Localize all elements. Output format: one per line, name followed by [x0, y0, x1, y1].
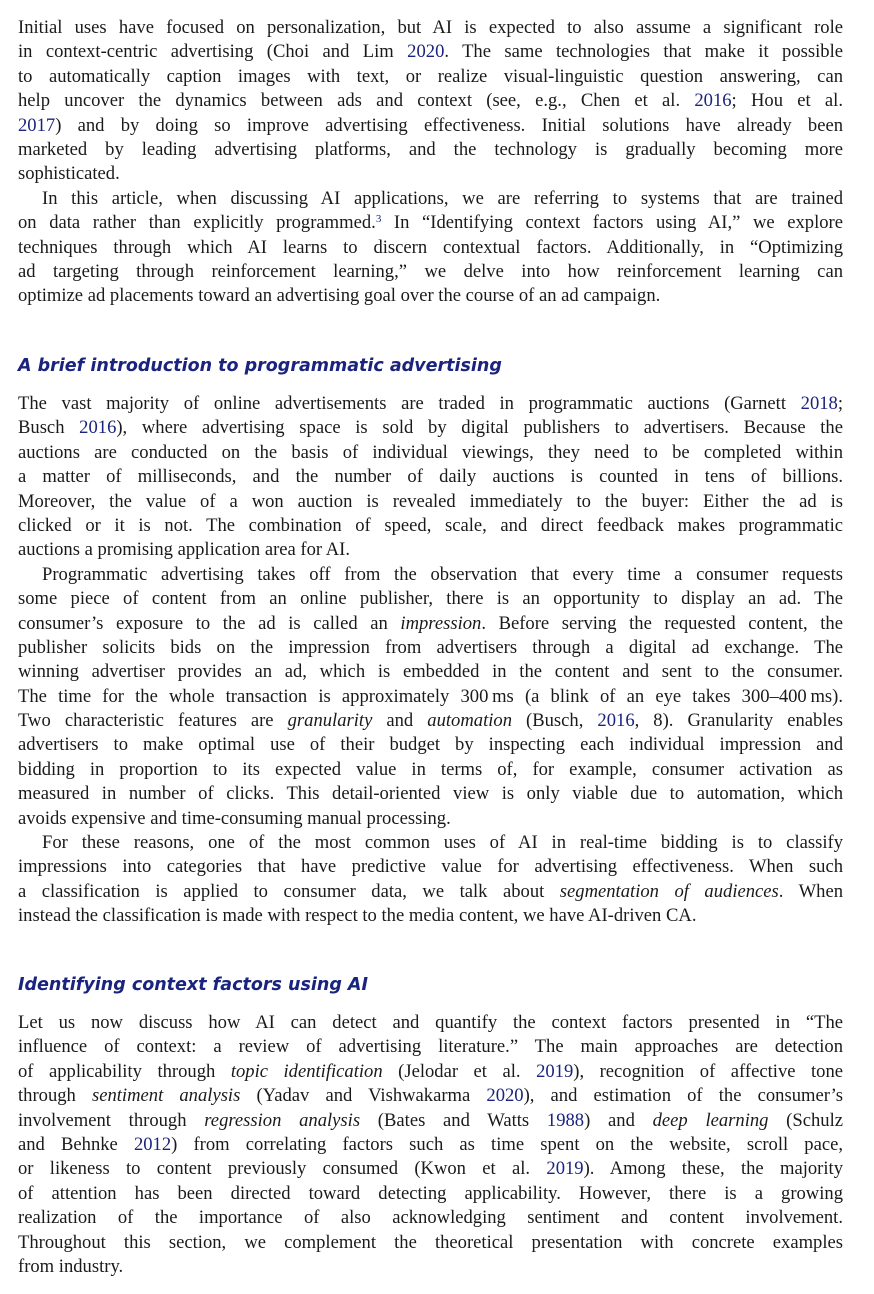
body-text: impressions into categories that have predictive value for advertising effectiveness. When such [18, 856, 843, 878]
body-text: Moreover, the value of a won auction is revealed immediately to the buyer: Either the ad is [18, 490, 843, 512]
citation-link[interactable]: 2016 [597, 710, 635, 732]
citation-link[interactable]: 2018 [800, 393, 838, 414]
body-text: ) and by doing so improve advertising effectiveness. Initial solutions have already been [55, 114, 843, 136]
body-text: or likeness to content previously consumed (Kwon et al. [18, 1158, 547, 1180]
body-text: auctions are conducted on the basis of individual viewings, they need to be completed within [18, 441, 843, 463]
text-line [18, 709, 843, 733]
body-text: realization of the importance of also acknowledging sentiment and content involvement. [18, 1207, 843, 1229]
citation-link[interactable]: 2016 [79, 417, 117, 439]
body-text: In this article, when discussing AI applications, we are referring to systems that are trained [42, 187, 843, 209]
text-line [18, 236, 843, 260]
body-text: instead the classification is made with respect to the media content, we have AI-driven CA. [18, 905, 697, 927]
body-text: . When [778, 880, 843, 902]
body-text: clicked or it is not. The combination of speed, scale, and direct feedback makes programmatic [18, 514, 843, 536]
section-heading: A brief introduction to programmatic advertising [18, 356, 502, 376]
emphasis-text: automation [427, 710, 512, 732]
text-line [18, 465, 843, 489]
text-line [18, 392, 843, 416]
body-text: Busch [18, 417, 80, 439]
body-text: (Busch, [512, 710, 598, 732]
text-line [18, 284, 843, 308]
body-text: and Behnke [18, 1133, 134, 1155]
text-line [18, 880, 843, 904]
citation-link[interactable]: 2012 [133, 1133, 172, 1155]
paragraph [18, 16, 843, 187]
text-line [18, 563, 843, 587]
body-text: The time for the whole transaction is approximately 300 ms (a blink of an eye takes 300–400 ms). [18, 685, 843, 707]
body-text: ; Hou et al. [731, 90, 843, 112]
body-text: winning advertiser provides an ad, which is embedded in the content and sent to the consumer. [18, 661, 843, 683]
body-text: sophisticated. [18, 163, 120, 185]
section-identifying-context [18, 1011, 843, 1279]
citation-link[interactable]: 2016 [694, 90, 732, 112]
text-line [18, 490, 843, 514]
text-line [18, 441, 843, 465]
emphasis-text: regression analysis [204, 1109, 361, 1131]
text-line [18, 660, 843, 684]
citation-link[interactable]: 2020 [407, 41, 445, 63]
emphasis-text: deep learning [652, 1109, 769, 1131]
text-line [18, 685, 843, 709]
text-line [18, 260, 843, 284]
body-text: ). Among these, the majority [583, 1158, 843, 1180]
text-line [18, 65, 843, 89]
text-line [18, 538, 843, 562]
body-text: some piece of content from an online publisher, there is an opportunity to display an ad. The [18, 588, 843, 610]
body-text: (Jelodar et al. [382, 1060, 537, 1082]
paragraph [18, 1011, 843, 1279]
text-line [18, 138, 843, 162]
body-text: Let us now discuss how AI can detect and quantify the context factors presented in “The [18, 1012, 843, 1033]
body-text: techniques through which AI learns to discern contextual factors. Additionally, in “Optimizing [18, 236, 843, 258]
text-line [18, 89, 843, 113]
citation-link[interactable]: 2020 [486, 1085, 524, 1107]
body-text: Two characteristic features are [18, 710, 288, 732]
text-line [18, 416, 843, 440]
text-line [18, 114, 843, 138]
body-text: auctions a promising application area for AI. [18, 539, 350, 561]
body-text: advertisers to make optimal use of their budget by inspecting each individual impression and [18, 734, 843, 756]
text-line [18, 1182, 843, 1206]
section-programmatic-advertising [18, 392, 843, 929]
text-line [18, 1157, 843, 1181]
body-text: bidding in proportion to its expected value in terms of, for example, consumer activation as [18, 758, 843, 780]
body-text: (Bates and Watts [360, 1109, 547, 1131]
body-text: . Before serving the requested content, the [481, 612, 843, 634]
emphasis-text: topic identification [230, 1060, 383, 1082]
body-text: a classification is applied to consumer data, we talk about [18, 880, 560, 902]
emphasis-text: segmentation of audiences [559, 880, 779, 902]
body-text: avoids expensive and time-consuming manual processing. [18, 807, 451, 829]
body-text: ad targeting through reinforcement learning,” we delve into how reinforcement learning can [18, 260, 843, 282]
text-line [18, 1255, 843, 1279]
text-line [18, 1084, 843, 1108]
text-line [18, 855, 843, 879]
text-line [18, 1060, 843, 1084]
text-line [18, 162, 843, 186]
body-text: help uncover the dynamics between ads and context (see, e.g., Chen et al. [18, 90, 695, 112]
body-text: of applicability through [18, 1060, 231, 1082]
text-line [18, 904, 843, 928]
body-text: (Yadav and Vishwakarma [240, 1085, 487, 1107]
body-text: Throughout this section, we complement the theoretical presentation with concrete examples [18, 1231, 843, 1253]
body-text: and [372, 710, 428, 732]
text-line [18, 612, 843, 636]
text-line [18, 1206, 843, 1230]
text-line [18, 187, 843, 211]
body-text: . The same technologies that make it possible [444, 41, 843, 63]
footnote-link[interactable]: 3 [375, 213, 382, 226]
body-text: optimize ad placements toward an advertising goal over the course of an ad campaign. [18, 285, 661, 307]
paragraph [18, 563, 843, 831]
emphasis-text: granularity [287, 710, 373, 732]
text-line [18, 831, 843, 855]
body-text: In “Identifying context factors using AI,” we explore [381, 212, 844, 234]
body-text: publisher solicits bids on the impression from advertisers through a digital ad exchange. The [18, 636, 843, 658]
text-line [18, 40, 843, 64]
citation-link[interactable]: 2019 [536, 1060, 574, 1082]
paragraph [18, 392, 843, 563]
body-text: involvement through [18, 1109, 205, 1131]
text-line [18, 1035, 843, 1059]
body-text: Programmatic advertising takes off from the observation that every time a consumer requests [42, 563, 843, 585]
text-line [18, 733, 843, 757]
citation-link[interactable]: 2019 [546, 1158, 584, 1180]
body-text: influence of context: a review of advertising literature.” The main approaches are detection [18, 1036, 843, 1058]
paragraph [18, 187, 843, 309]
body-text: ) and [584, 1109, 653, 1131]
body-text: ), where advertising space is sold by digital publishers to advertisers. Because the [116, 417, 843, 439]
section-heading: Identifying context factors using AI [18, 975, 368, 995]
body-text: a matter of milliseconds, and the number of daily auctions is counted in tens of billions. [18, 466, 843, 488]
body-text: ) from correlating factors such as time spent on the website, scroll pace, [171, 1133, 843, 1155]
body-text: ; [837, 393, 843, 414]
body-text: from industry. [18, 1255, 124, 1277]
body-text: For these reasons, one of the most common uses of AI in real-time bidding is to classify [42, 832, 843, 854]
body-text: of attention has been directed toward detecting applicability. However, there is a growing [18, 1182, 843, 1204]
text-line [18, 782, 843, 806]
body-text: The vast majority of online advertisements are traded in programmatic auctions (Garnett [18, 393, 801, 414]
body-text: (Schulz [768, 1109, 843, 1131]
body-text: through [18, 1085, 92, 1107]
text-line [18, 807, 843, 831]
emphasis-text: sentiment analysis [91, 1085, 241, 1107]
body-text: to automatically caption images with text, or realize visual-linguistic question answering, can [18, 65, 843, 87]
citation-link[interactable]: 2017 [18, 114, 56, 136]
body-text: Initial uses have focused on personalization, but AI is expected to also assume a significant role [18, 17, 843, 38]
section-intro [18, 16, 843, 309]
text-line [18, 636, 843, 660]
text-line [18, 1133, 843, 1157]
body-text: on data rather than explicitly programmed. [18, 212, 376, 234]
text-line [18, 16, 843, 40]
body-text: consumer’s exposure to the ad is called an [18, 612, 401, 634]
body-text: in context-centric advertising (Choi and Lim [18, 41, 408, 63]
text-line [18, 514, 843, 538]
body-text: ), and estimation of the consumer’s [523, 1085, 843, 1107]
paragraph [18, 831, 843, 929]
text-line [18, 1109, 843, 1133]
body-text: , 8). Granularity enables [634, 710, 843, 732]
text-line [18, 211, 843, 235]
text-line [18, 587, 843, 611]
body-text: marketed by leading advertising platforms, and the technology is gradually becoming more [18, 138, 843, 160]
text-line [18, 1231, 843, 1255]
text-line [18, 1011, 843, 1035]
citation-link[interactable]: 1988 [546, 1109, 585, 1131]
body-text: measured in number of clicks. This detail-oriented view is only viable due to automation, which [18, 783, 843, 805]
text-line [18, 758, 843, 782]
body-text: ), recognition of affective tone [573, 1060, 844, 1082]
emphasis-text: impression [400, 612, 482, 634]
